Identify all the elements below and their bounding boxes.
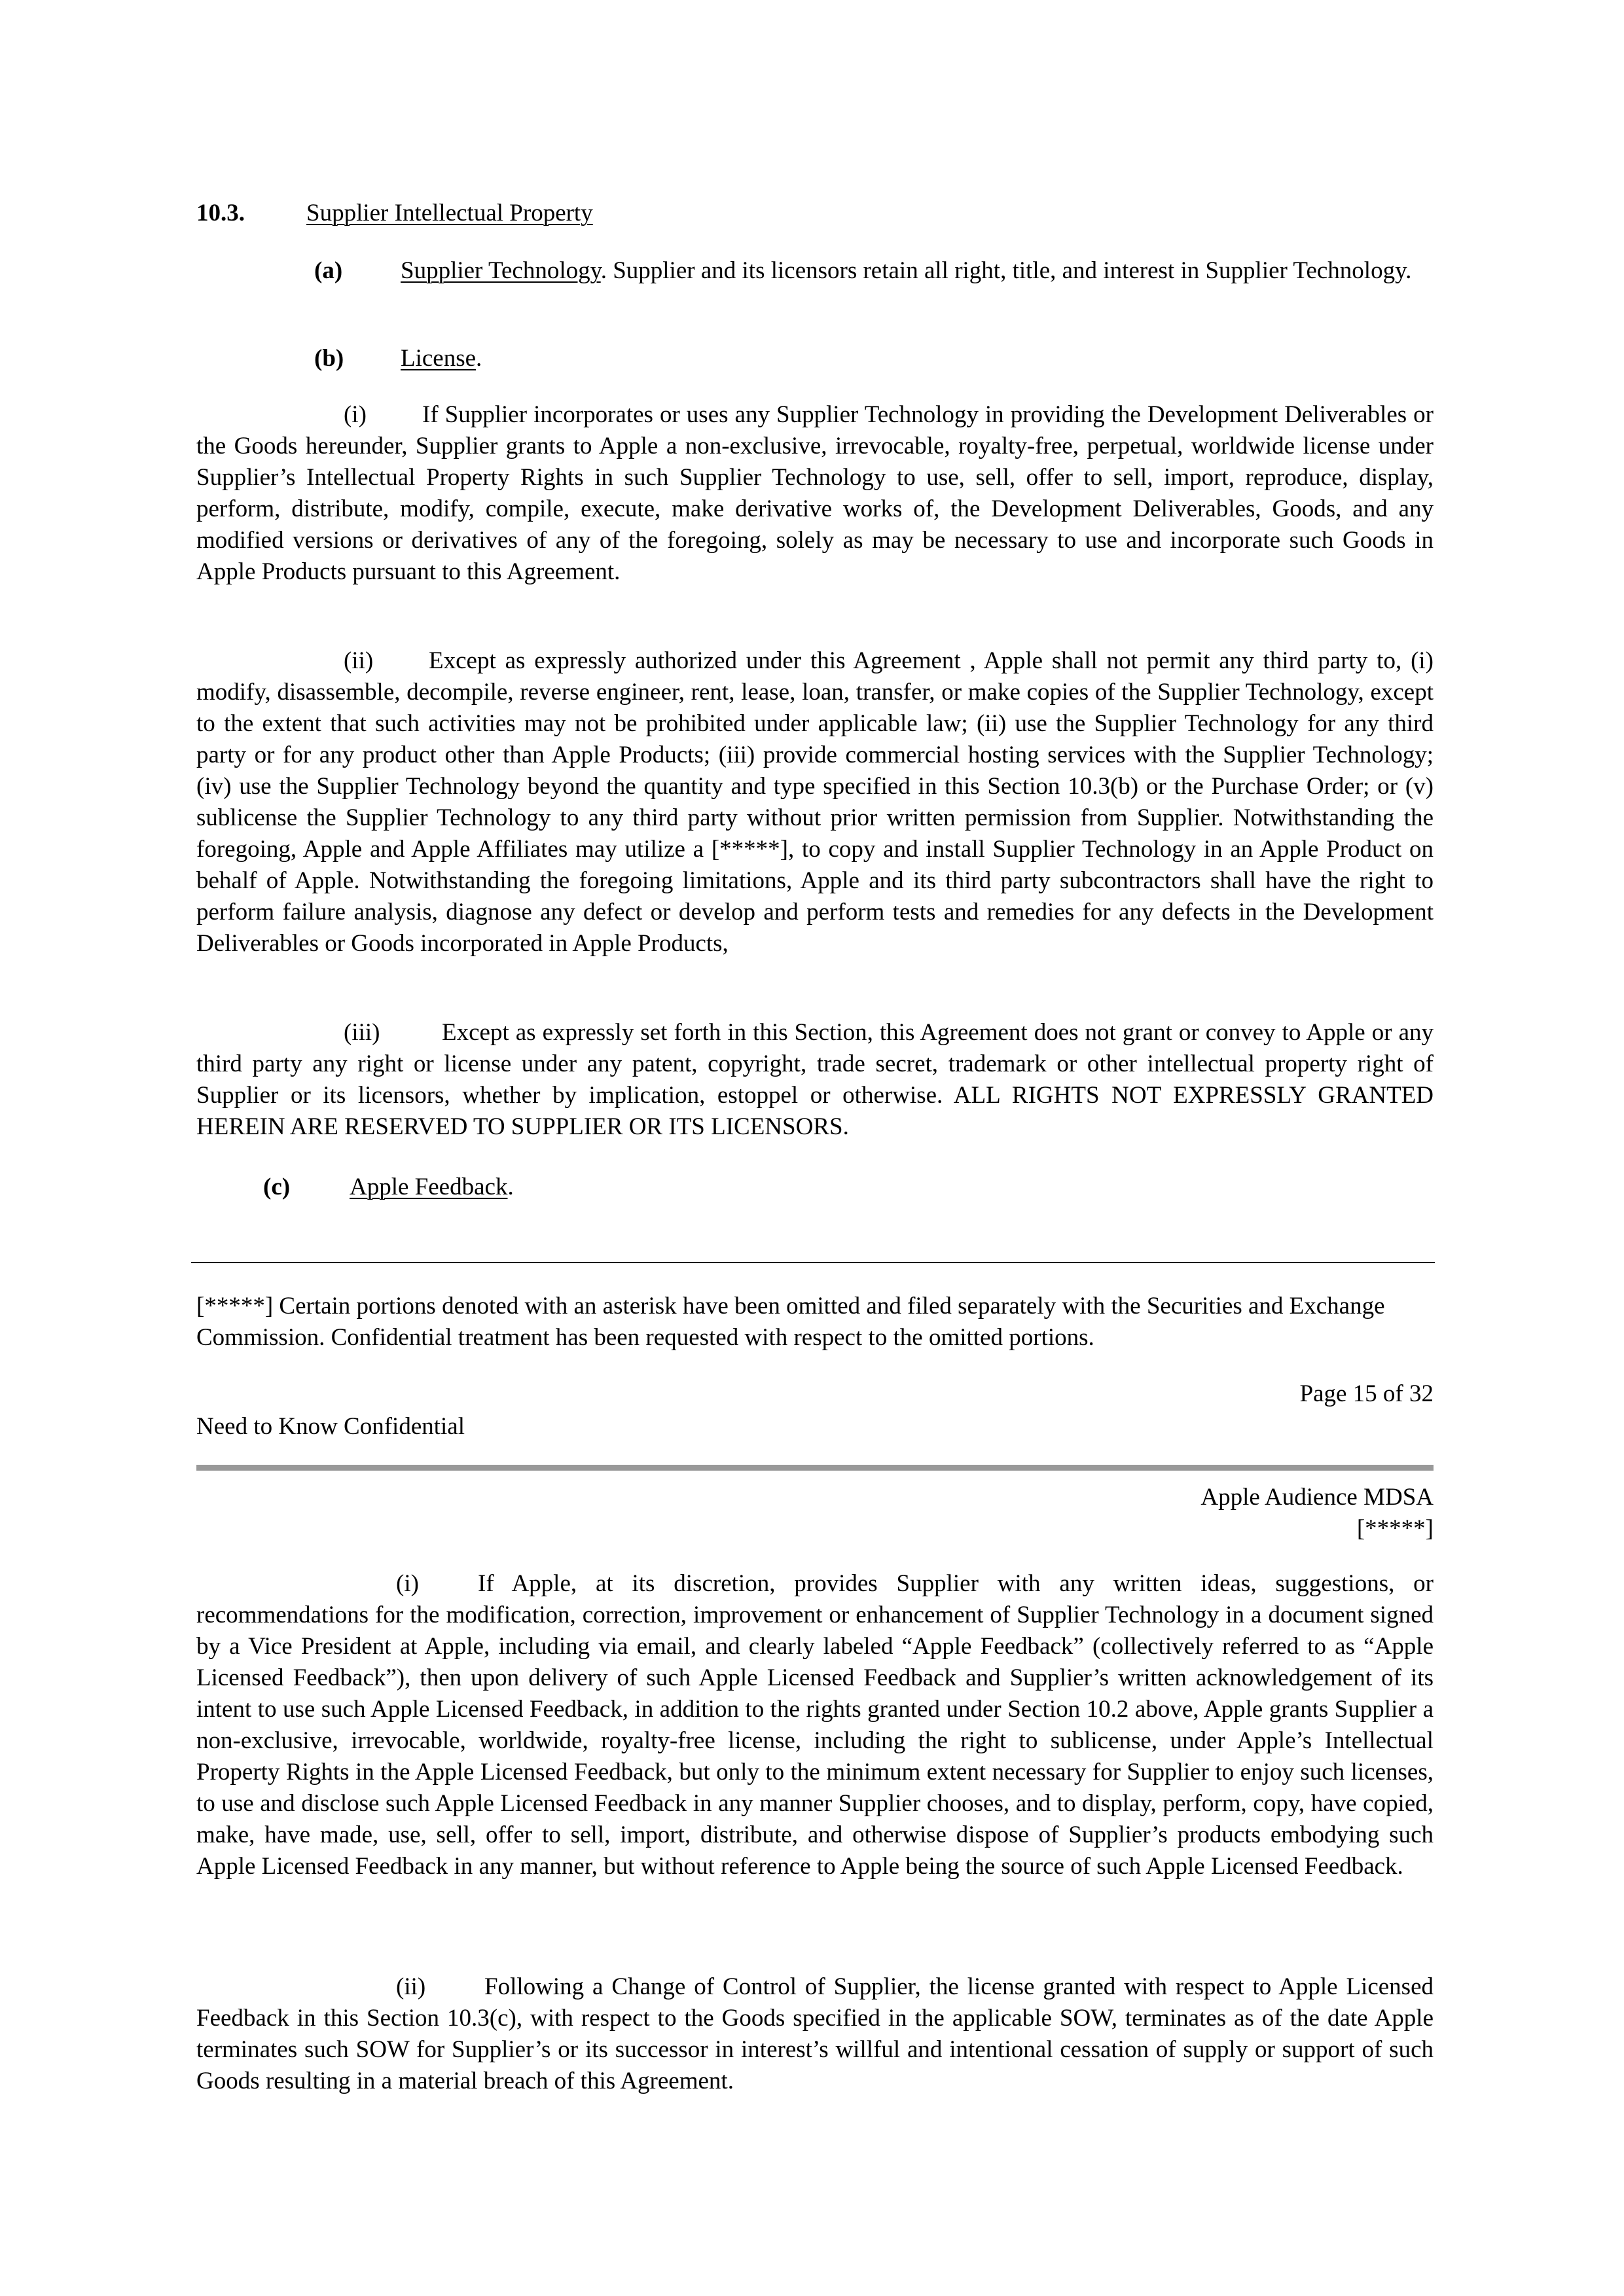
subsection-b-label: (b) [314,345,344,372]
paragraph-c-ii-text: Following a Change of Control of Supplier, the license granted with respect to Apple Licensed Feedback in this Section 10.3(c), with respect to the Goods specified in the applicable SOW, terminates as of the date Apple terminates such SOW for Supplier’s or its successor in interest’s willful and intentional cessation of supply or support of such Goods resulting in a material breach of this Agreement. [196,1973,1434,2094]
paragraph-c-i [196,1568,1434,1882]
confidential-label: Need to Know Confidential [196,1413,465,1440]
section-title: Supplier Intellectual Property [306,200,593,226]
paragraph-b-i-label: (i) [344,401,367,428]
subsection-c [196,1172,1434,1203]
paragraph-b-iii-text: Except as expressly set forth in this Section, this Agreement does not grant or convey to Apple or any third party any right or license under any patent, copyright, trade secret, trademark or other intellectual property right of Supplier or its licensors, whether by implication, estoppel or otherwise. ALL RIGHTS NOT EXPRESSLY GRANTED HEREIN ARE RESERVED TO SUPPLIER OR ITS LICENSORS. [196,1019,1434,1140]
page-break-divider [196,1465,1434,1471]
paragraph-c-i-label: (i) [396,1570,419,1597]
running-header-title: Apple Audience MDSA [1200,1484,1434,1511]
paragraph-b-iii [196,1017,1434,1143]
subsection-b-title: License [401,345,477,372]
paragraph-b-iii-label: (iii) [344,1019,380,1046]
section-number: 10.3. [196,200,245,226]
footnote-divider [191,1262,1435,1263]
paragraph-c-i-text: If Apple, at its discretion, provides Supplier with any written ideas, suggestions, or recommendations for the modification, correction, improvement or enhancement of Supplier Technology in a document signed by a Vice President at Apple, including via email, and clearly labeled “Apple Feedback” (collectively referred to as “Apple Licensed Feedback”), then upon delivery of such Apple Licensed Feedback and Supplier’s written acknowledgement of its intent to use such Apple Licensed Feedback, in addition to the rights granted under Section 10.2 above, Apple grants Supplier a non-exclusive, irrevocable, worldwide, royalty-free license, including the right to sublicense, under Apple’s Intellectual Property Rights in the Apple Licensed Feedback, but only to the minimum extent necessary for Supplier to enjoy such licenses, to use and disclose such Apple Licensed Feedback in any manner Supplier chooses, and to display, perform, copy, have copied, make, have made, use, sell, offer to sell, import, distribute, and otherwise dispose of Supplier’s products embodying such Apple Licensed Feedback in any manner, but without reference to Apple being the source of such Apple Licensed Feedback. [196,1570,1434,1880]
paragraph-b-i [196,399,1434,588]
paragraph-c-ii-label: (ii) [396,1973,426,2000]
footnote: [*****] Certain portions denoted with an asterisk have been omitted and filed separately with the Securities and Exchange Commission. Confidential treatment has been requested with respect to the omitted portions. [196,1293,1385,1351]
subsection-b [196,343,1434,374]
paragraph-b-ii-text: Except as expressly authorized under this Agreement , Apple shall not permit any third party to, (i) modify, disassemble, decompile, reverse engineer, rent, lease, loan, transfer, or make copies of the Supplier Technology, except to the extent that such activities may not be prohibited under applicable law; (ii) use the Supplier Technology for any third party or for any product other than Apple Products; (iii) provide commercial hosting services with the Supplier Technology; (iv) use the Supplier Technology beyond the quantity and type specified in this Section 10.3(b) or the Purchase Order; or (v) sublicense the Supplier Technology to any third party without prior written permission from Supplier. Notwithstanding the foregoing, Apple and Apple Affiliates may utilize a [*****], to copy and install Supplier Technology in an Apple Product on behalf of Apple. Notwithstanding the foregoing limitations, Apple and its third party subcontractors shall have the right to perform failure analysis, diagnose any defect or develop and perform tests and remedies for any defects in the Development Deliverables or Goods incorporated in Apple Products, [196,647,1434,957]
paragraph-c-ii [196,1971,1434,2097]
section-heading [196,198,1434,229]
running-header-redacted: [*****] [1356,1515,1434,1542]
subsection-c-title: Apple Feedback [350,1174,508,1200]
subsection-b-trail: . [476,345,482,372]
paragraph-b-i-text: If Supplier incorporates or uses any Supplier Technology in providing the Development Deliverables or the Goods hereunder, Supplier grants to Apple a non-exclusive, irrevocable, royalty-free, perpetual, worldwide license under Supplier’s Intellectual Property Rights in such Supplier Technology to use, sell, offer to sell, import, reproduce, display, perform, distribute, modify, compile, execute, make derivative works of, the Development Deliverables, Goods, and any modified versions or derivatives of any of the foregoing, solely as may be necessary to use and incorporate such Goods in Apple Products pursuant to this Agreement. [196,401,1434,585]
subsection-c-trail: . [507,1174,514,1200]
subsection-a-text: . Supplier and its licensors retain all right, title, and interest in Supplier Technology. [600,257,1412,284]
subsection-a-title: Supplier Technology [401,257,601,284]
paragraph-b-ii-label: (ii) [344,647,374,674]
page-number: Page 15 of 32 [1299,1380,1434,1407]
subsection-c-label: (c) [263,1174,291,1200]
paragraph-b-ii [196,645,1434,960]
subsection-a [196,255,1434,287]
subsection-a-label: (a) [314,257,343,284]
